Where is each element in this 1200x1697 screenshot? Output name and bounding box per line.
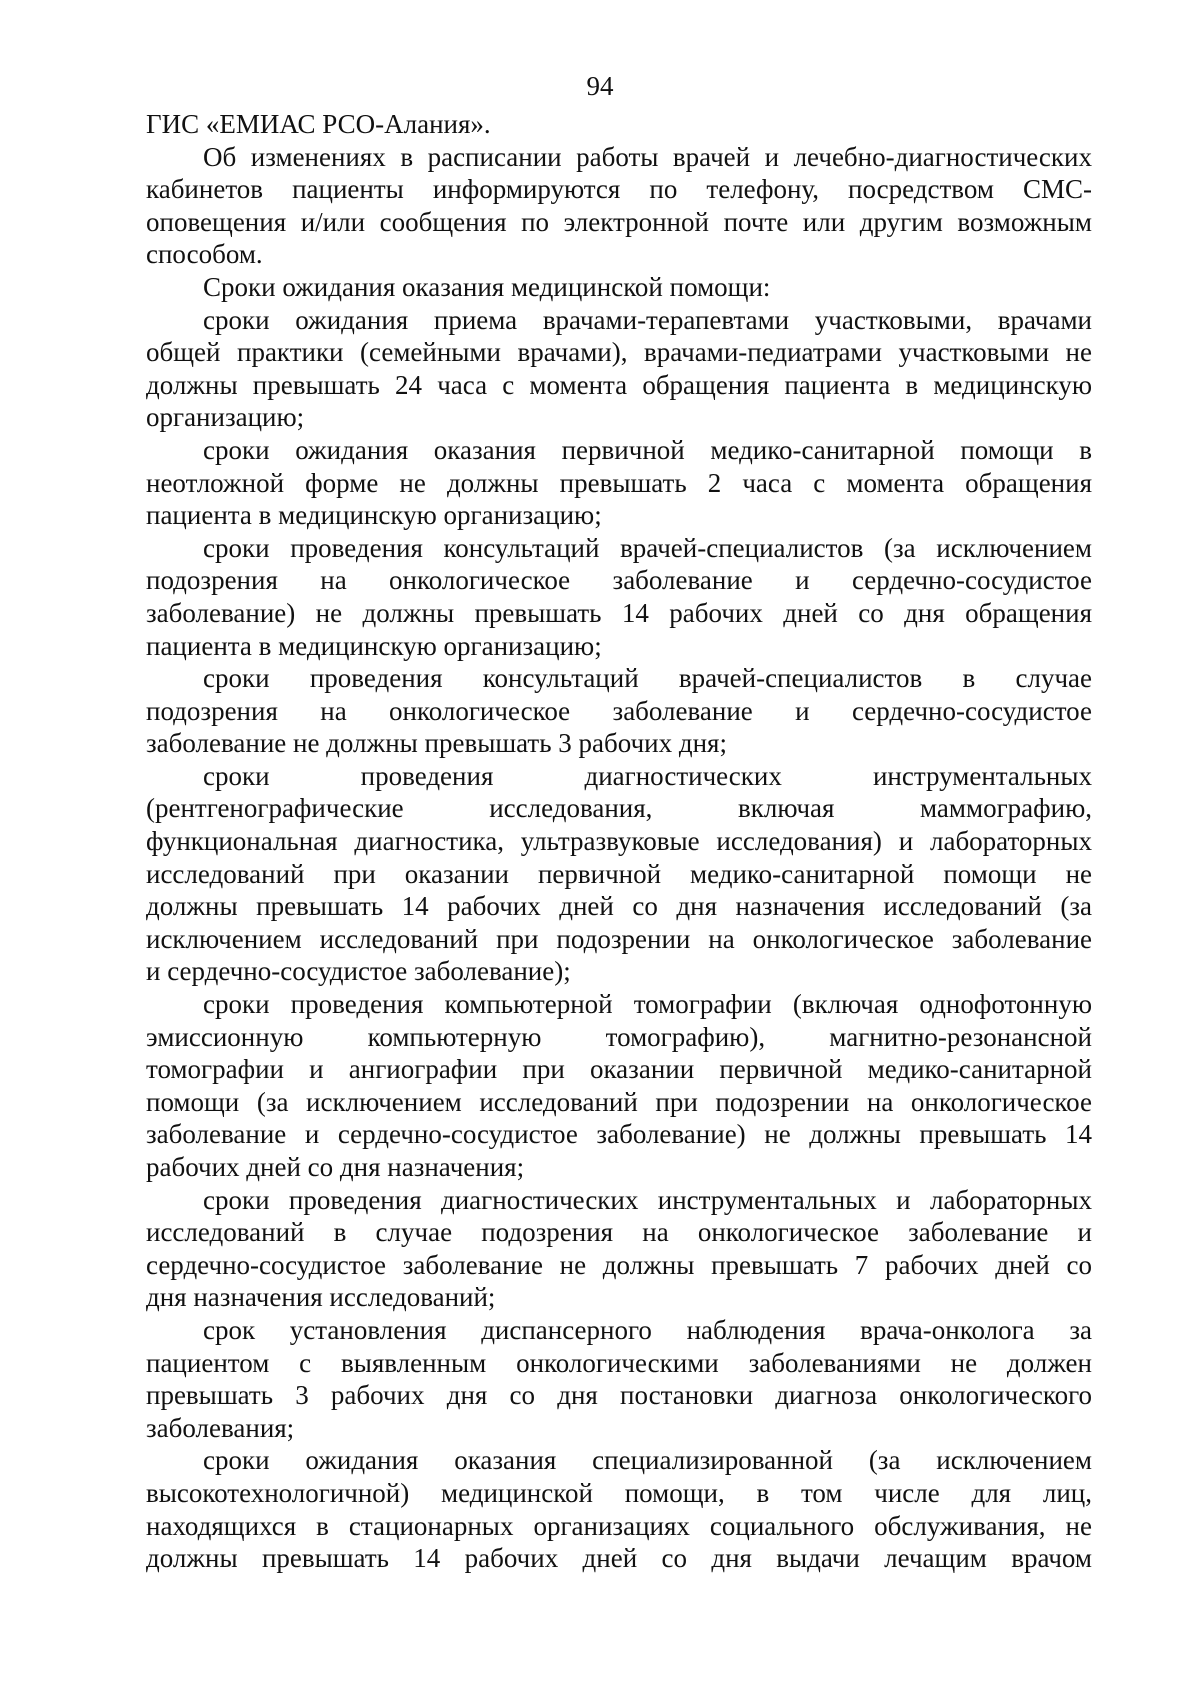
text-line: превышать 3 рабочих дня со дня постановки диагноза онкологического [146,1380,1092,1411]
text-line: способом. [146,239,263,270]
text-line: находящихся в стационарных организациях социального обслуживания, не [146,1510,1092,1541]
paragraph [146,760,1092,988]
paragraph [146,141,1092,271]
text-line: сроки ожидания оказания специализированной (за исключением [203,1445,1092,1476]
text-line: Сроки ожидания оказания медицинской помощи: [203,271,771,302]
paragraph [146,1444,1092,1574]
text-line: пациента в медицинскую организацию; [146,630,602,661]
text-line: сердечно-сосудистое заболевание не должны превышать 7 рабочих дней со [146,1249,1092,1280]
text-line: неотложной форме не должны превышать 2 часа с момента обращения [146,467,1092,498]
text-line: должны превышать 24 часа с момента обращения пациента в медицинскую [146,369,1092,400]
text-line: должны превышать 14 рабочих дней со дня выдачи лечащим врачом [146,1543,1092,1574]
document-body [146,108,1092,1575]
text-line: эмиссионную компьютерную томографию), магнитно-резонансной [146,1021,1092,1052]
text-line: сроки проведения диагностических инструментальных [203,760,1092,791]
text-line: заболевания; [146,1412,295,1443]
text-line: оповещения и/или сообщения по электронной почте или другим возможным [146,206,1092,237]
paragraph [146,271,1092,304]
text-line: должны превышать 14 рабочих дней со дня назначения исследований (за [146,891,1092,922]
text-line: (рентгенографические исследования, включая маммографию, [146,793,1092,824]
text-line: исследований в случае подозрения на онкологическое заболевание и [146,1217,1092,1248]
text-line: исключением исследований при подозрении на онкологическое заболевание [146,923,1092,954]
text-line: рабочих дней со дня назначения; [146,1152,525,1182]
text-line: сроки ожидания приема врачами-терапевтами участковыми, врачами [203,304,1092,335]
text-line: помощи (за исключением исследований при подозрении на онкологическое [146,1086,1092,1117]
text-line: ГИС «ЕМИАС РСО-Алания». [146,109,491,139]
text-line: срок установления диспансерного наблюдения врача-онколога за [203,1314,1092,1345]
text-line: и сердечно-сосудистое заболевание); [146,956,571,987]
page-number: 94 [586,71,614,101]
paragraph [146,434,1092,532]
text-line: томографии и ангиографии при оказании первичной медико-санитарной [146,1054,1092,1085]
text-line: функциональная диагностика, ультразвуковые исследования) и лабораторных [146,826,1092,857]
text-line: организацию; [146,402,305,433]
paragraph [146,1184,1092,1314]
text-line: кабинетов пациенты информируются по телефону, посредством СМС- [146,174,1092,205]
text-line: пациентом с выявленным онкологическими заболеваниями не должен [146,1347,1092,1378]
paragraph [146,532,1092,662]
paragraph [146,304,1092,434]
text-line: сроки ожидания оказания первичной медико-санитарной помощи в [203,434,1092,465]
text-line: подозрения на онкологическое заболевание и сердечно-сосудистое [146,695,1092,726]
paragraph [146,1314,1092,1444]
text-line: сроки проведения консультаций врачей-специалистов в случае [203,663,1092,694]
paragraph [146,108,1092,141]
paragraph [146,662,1092,760]
text-line: заболевание) не должны превышать 14 рабочих дней со дня обращения [146,597,1092,628]
text-line: подозрения на онкологическое заболевание и сердечно-сосудистое [146,565,1092,596]
text-line: сроки проведения консультаций врачей-специалистов (за исключением [203,532,1092,563]
text-line: сроки проведения диагностических инструментальных и лабораторных [203,1184,1092,1215]
text-line: Об изменениях в расписании работы врачей и лечебно-диагностических [203,141,1092,172]
paragraph [146,988,1092,1184]
text-line: заболевание и сердечно-сосудистое заболевание) не должны превышать 14 [146,1119,1092,1150]
text-line: дня назначения исследований; [146,1282,496,1313]
text-line: пациента в медицинскую организацию; [146,500,602,531]
text-line: заболевание не должны превышать 3 рабочих дня; [146,728,727,759]
text-line: сроки проведения компьютерной томографии (включая однофотонную [203,989,1092,1020]
text-line: общей практики (семейными врачами), врачами-педиатрами участковыми не [146,337,1092,368]
text-line: высокотехнологичной) медицинской помощи, в том числе для лиц, [146,1477,1092,1508]
text-line: исследований при оказании первичной медико-санитарной помощи не [146,858,1092,889]
